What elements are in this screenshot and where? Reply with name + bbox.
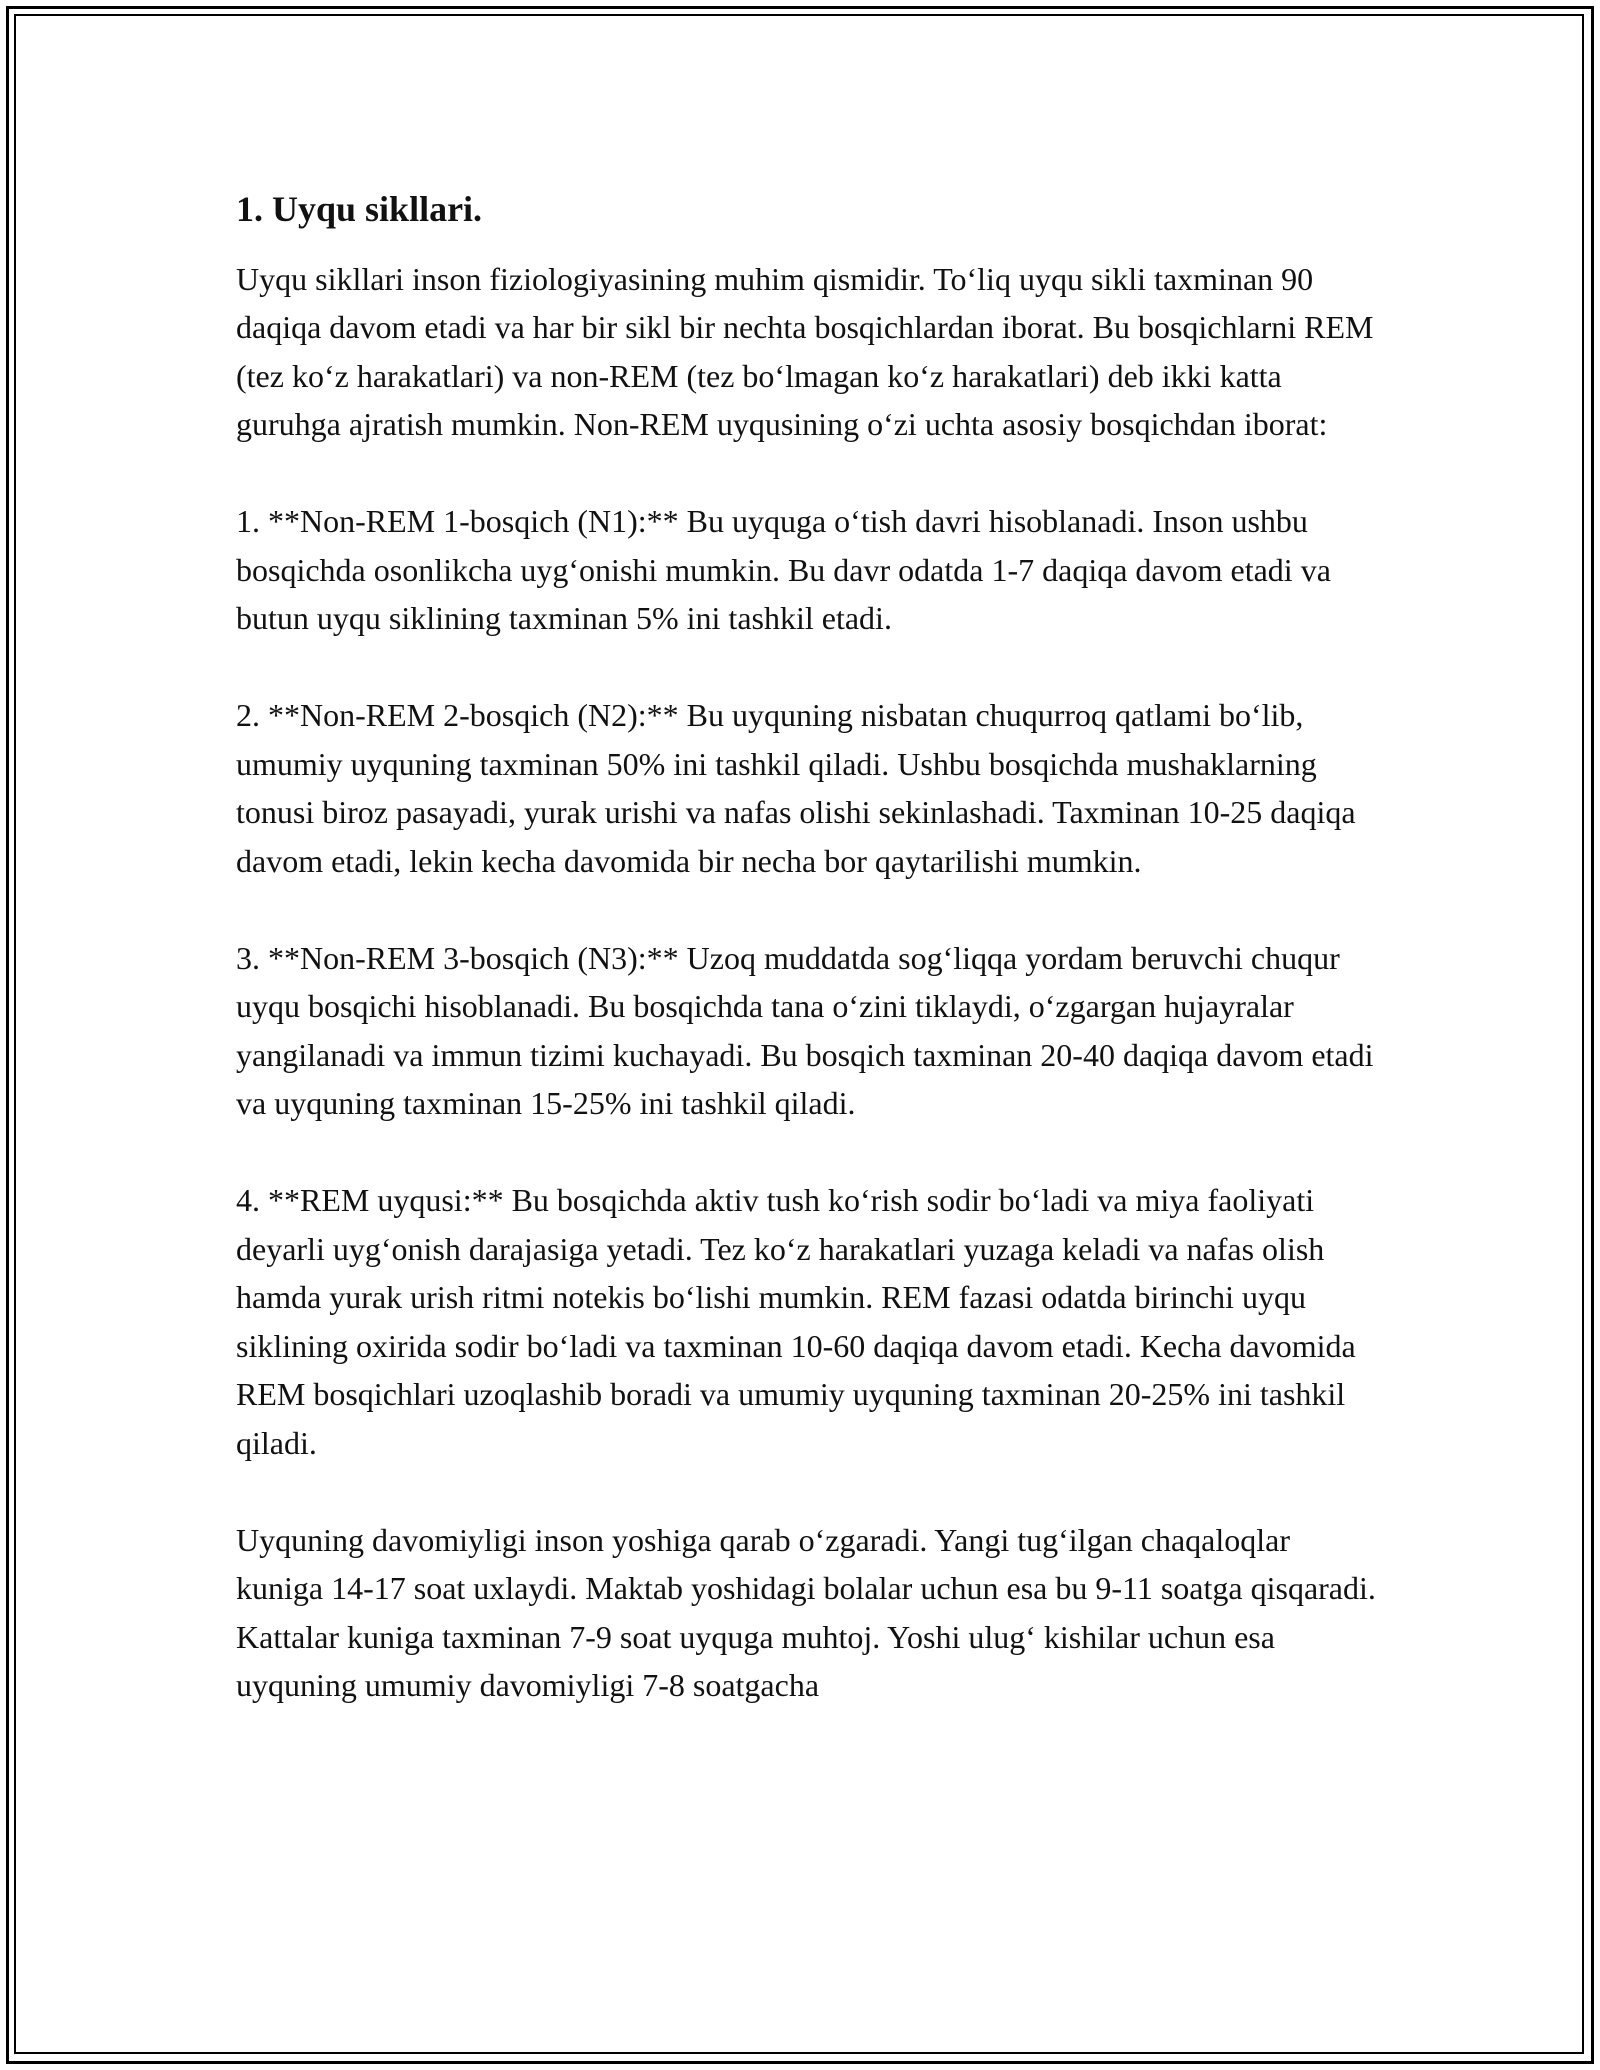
paragraph-stage-rem: 4. **REM uyqusi:** Bu bosqichda aktiv tush ko‘rish sodir bo‘ladi va miya faoliyati deyarli uyg‘onish darajasiga yetadi. Tez ko‘z harakatlari yuzaga keladi va nafas olish hamda yurak urish ritmi notekis bo‘lishi mumkin. REM fazasi odatda birinchi uyqu siklining oxirida sodir bo‘ladi va taxminan 10-60 daqiqa davom etadi. Kecha davomida REM bosqichlari uzoqlashib boradi va umumiy uyquning taxminan 20-25% ini tashkil qiladi. xyxy=(236,1182,1364,1461)
paragraph-intro: Uyqu sikllari inson fiziologiyasining muhim qismidir. To‘liq uyqu sikli taxminan 90 daqiqa davom etadi va har bir sikl bir nechta bosqichlardan iborat. Bu bosqichlarni REM (tez ko‘z harakatlari) va non-REM (tez bo‘lmagan ko‘z harakatlari) deb ikki katta guruhga ajratish mumkin. Non-REM uyqusining o‘zi uchta asosiy bosqichdan iborat: xyxy=(236,260,1382,443)
paragraph-stage-n2: 2. **Non-REM 2-bosqich (N2):** Bu uyquning nisbatan chuqurroq qatlami bo‘lib, umumiy uyquning taxminan 50% ini tashkil qiladi. Ushbu bosqichda mushaklarning tonusi biroz pasayadi, yurak urishi va nafas olishi sekinlashadi. Taxminan 10-25 daqiqa davom etadi, lekin kecha davomida bir necha bor qaytarilishi mumkin. xyxy=(236,697,1364,879)
document-body xyxy=(236,186,1384,1710)
paragraph-stage-n3: 3. **Non-REM 3-bosqich (N3):** Uzoq muddatda sog‘liqqa yordam beruvchi chuqur uyqu bosqichi hisoblanadi. Bu bosqichda tana o‘zini tiklaydi, o‘zgargan hujayralar yangilanadi va immun tizimi kuchayadi. Bu bosqich taxminan 20-40 daqiqa davom etadi va uyquning taxminan 15-25% ini tashkil qiladi. xyxy=(236,939,1382,1122)
paragraph-stage-n1: 1. **Non-REM 1-bosqich (N1):** Bu uyquga o‘tish davri hisoblanadi. Inson ushbu bosqichda osonlikcha uyg‘onishi mumkin. Bu davr odatda 1-7 daqiqa davom etadi va butun uyqu siklining taxminan 5% ini tashkil etadi. xyxy=(236,503,1339,637)
paragraph-duration: Uyquning davomiyligi inson yoshiga qarab o‘zgaradi. Yangi tug‘ilgan chaqaloqlar kuniga 14-17 soat uxlaydi. Maktab yoshidagi bolalar uchun esa bu 9-11 soatga qisqaradi. Kattalar kuniga taxminan 7-9 soat uyquga muhtoj. Yoshi ulug‘ kishilar uchun esa uyquning umumiy davomiyligi 7-8 soatgacha xyxy=(236,1521,1384,1704)
section-heading: 1. Uyqu sikllari. xyxy=(236,189,483,229)
